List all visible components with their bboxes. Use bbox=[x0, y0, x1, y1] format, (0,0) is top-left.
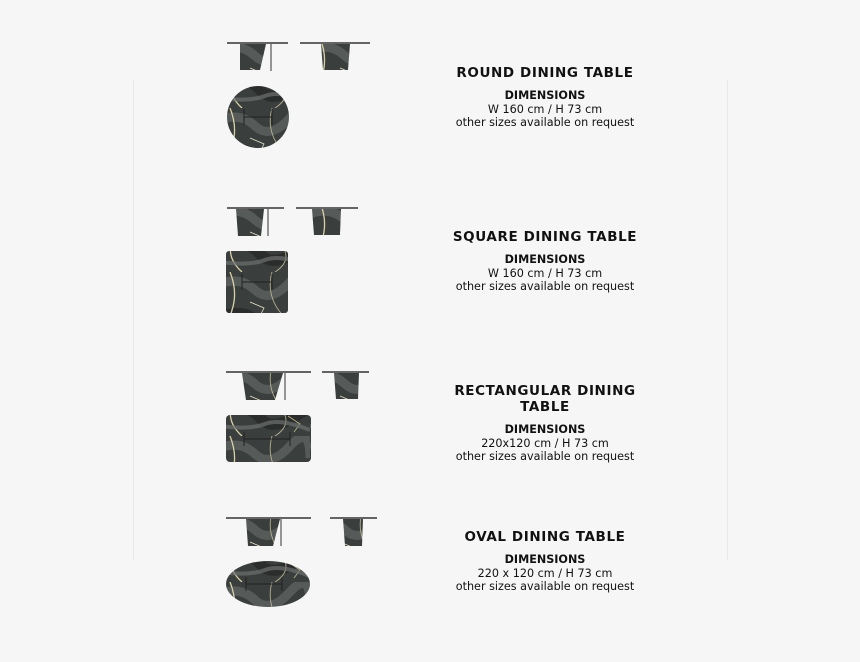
dimensions-label: DIMENSIONS bbox=[504, 423, 586, 436]
product-name: ROUND DINING TABLE bbox=[456, 65, 634, 81]
round-table-elevation-drawings bbox=[220, 38, 400, 153]
dimensions-value: 220x120 cm / H 73 cm bbox=[481, 436, 609, 450]
rectangular-table-info bbox=[430, 383, 660, 464]
product-name: OVAL DINING TABLE bbox=[464, 529, 626, 545]
round-table-drawings bbox=[220, 38, 400, 188]
product-name: SQUARE DINING TABLE bbox=[452, 229, 638, 245]
availability-note: other sizes available on request bbox=[455, 280, 635, 293]
availability-note: other sizes available on request bbox=[455, 580, 635, 593]
square-table-drawings bbox=[220, 202, 400, 352]
dimensions-label: DIMENSIONS bbox=[504, 253, 586, 266]
oval-table-elevation-drawings bbox=[220, 512, 400, 612]
product-oval bbox=[0, 512, 860, 662]
dimensions-value: W 160 cm / H 73 cm bbox=[487, 266, 603, 280]
product-name: RECTANGULAR DINING TABLE bbox=[454, 383, 636, 415]
oval-table-drawings bbox=[220, 512, 400, 662]
dimensions-value: W 160 cm / H 73 cm bbox=[487, 102, 603, 116]
dimensions-value: 220 x 120 cm / H 73 cm bbox=[477, 566, 613, 580]
rectangular-table-drawings bbox=[220, 366, 400, 516]
availability-note: other sizes available on request bbox=[455, 450, 635, 463]
round-table-info bbox=[430, 65, 660, 130]
product-round bbox=[0, 38, 860, 188]
product-rectangular bbox=[0, 366, 860, 516]
rectangular-table-elevation-drawings bbox=[220, 366, 400, 466]
oval-table-info bbox=[430, 529, 660, 594]
availability-note: other sizes available on request bbox=[455, 116, 635, 129]
square-table-elevation-drawings bbox=[220, 202, 400, 317]
dimensions-label: DIMENSIONS bbox=[504, 553, 586, 566]
product-square bbox=[0, 202, 860, 352]
dimensions-label: DIMENSIONS bbox=[504, 89, 586, 102]
square-table-info bbox=[430, 229, 660, 294]
